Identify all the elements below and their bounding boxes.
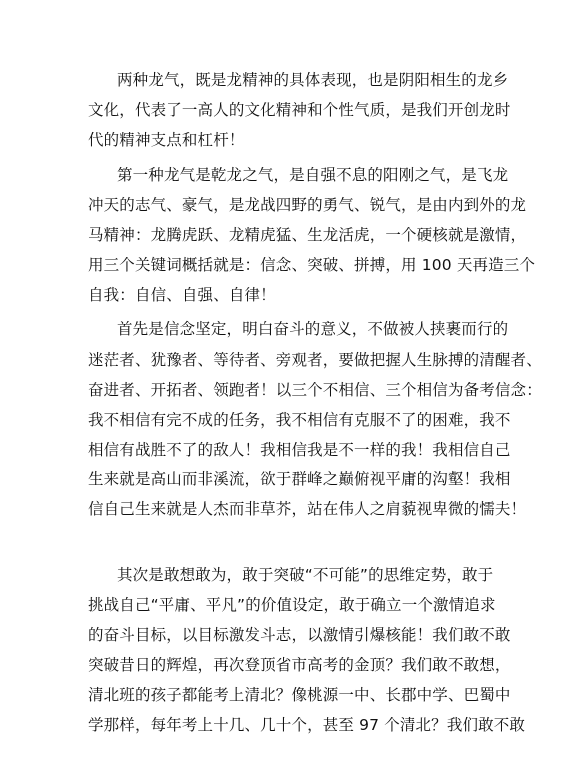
text-line: 马精神：龙腾虎跃、龙精虎猛、生龙活虎，一个硬核就是激情， (88, 226, 527, 244)
text-line: 代的精神支点和杠杆！ (88, 131, 245, 149)
text-line: 信自己生来就是人杰而非草芥，站在伟人之肩藐视卑微的懦夫！ (88, 500, 527, 518)
text-line: 清北班的孩子都能考上清北？像桃源一中、长郡中学、巴蜀中 (88, 686, 511, 704)
text-line: 第一种龙气是乾龙之气，是自强不息的阳刚之气，是飞龙 (117, 166, 509, 184)
text-line: 其次是敢想敢为，敢于突破“不可能”的思维定势，敢于 (117, 566, 494, 584)
text-line: 相信有战胜不了的敌人！我相信我是不一样的我！我相信自己 (88, 441, 511, 459)
text-line: 文化，代表了一高人的文化精神和个性气质，是我们开创龙时 (88, 101, 511, 119)
text-line: 迷茫者、犹豫者、等待者、旁观者，要做把握人生脉搏的清醒者、 (88, 351, 542, 369)
text-line: 用三个关键词概括就是：信念、突破、拼搏，用 100 天再造三个 (88, 256, 536, 274)
text-line: 挑战自己“平庸、平凡”的价值设定，敢于确立一个激情追求 (88, 596, 496, 614)
text-line: 的奋斗目标，以目标激发斗志，以激情引爆核能！我们敢不敢 (88, 626, 511, 644)
text-line: 自我：自信、自强、自律！ (88, 286, 276, 304)
text-line: 两种龙气，既是龙精神的具体表现，也是阴阳相生的龙乡 (117, 71, 509, 89)
text-line: 学那样，每年考上十几、几十个，甚至 97 个清北？我们敢不敢 (88, 716, 526, 734)
text-line: 生来就是高山而非溪流，欲于群峰之巅俯视平庸的沟壑！我相 (88, 470, 511, 488)
text-line: 冲天的志气、豪气，是龙战四野的勇气、锐气，是由内到外的龙 (88, 196, 527, 214)
text-line: 奋进者、开拓者、领跑者！以三个不相信、三个相信为备考信念： (88, 381, 542, 399)
text-line: 突破昔日的辉煌，再次登顶省市高考的金顶？我们敢不敢想， (88, 656, 511, 674)
text-line: 我不相信有完不成的任务，我不相信有克服不了的困难，我不 (88, 411, 511, 429)
text-line: 首先是信念坚定，明白奋斗的意义，不做被人挟裹而行的 (117, 320, 509, 338)
